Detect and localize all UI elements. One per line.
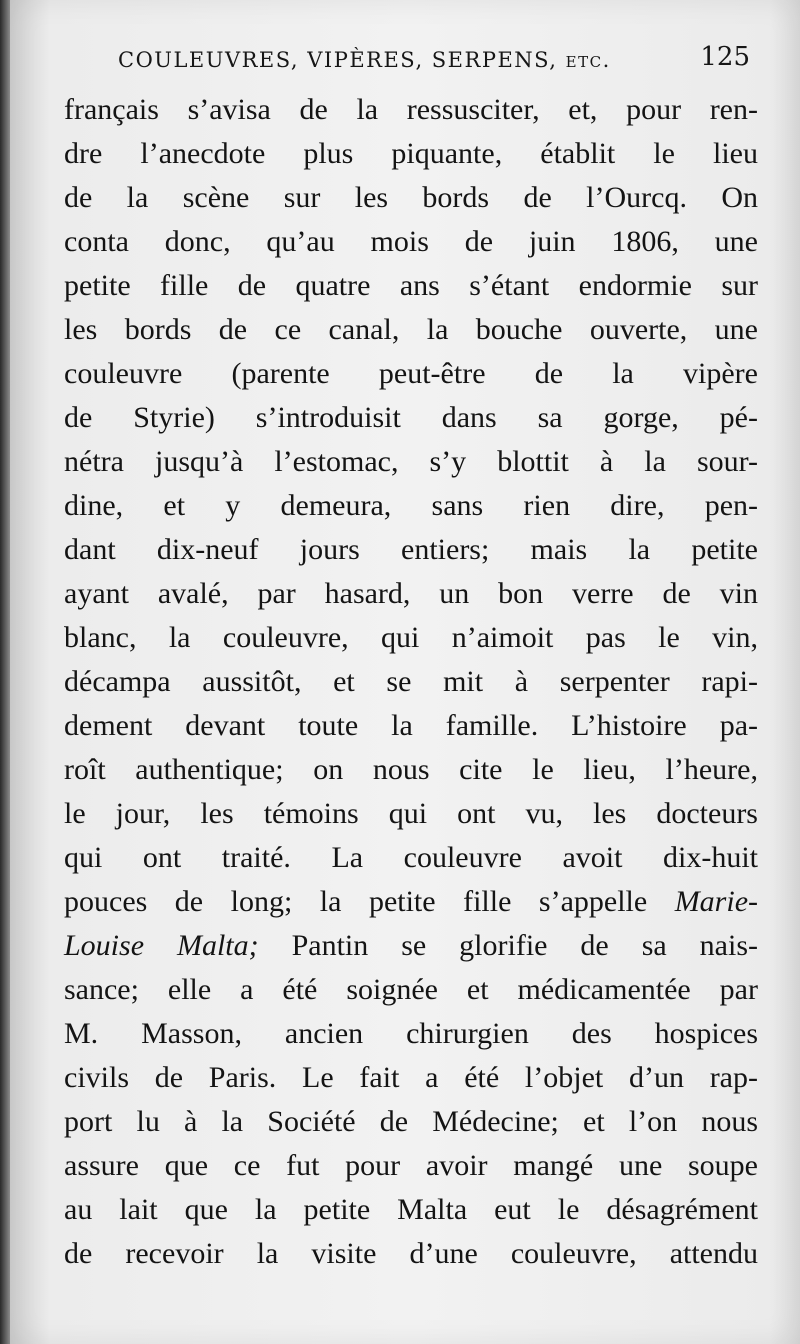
text-line: dre l’anecdote plus piquante, établit le lieu: [64, 137, 758, 170]
text-line: dement devant toute la famille. L’histoire pa-: [64, 709, 758, 742]
text-line: sance; elle a été soignée et médicamentée par: [64, 973, 758, 1006]
text-line: au lait que la petite Malta eut le désagrément: [64, 1193, 758, 1226]
text-line: qui ont traité. La couleuvre avoit dix-huit: [64, 841, 758, 874]
text-line: ayant avalé, par hasard, un bon verre de vin: [64, 577, 758, 610]
text-line: port lu à la Société de Médecine; et l’on nous: [64, 1105, 758, 1138]
italic-name: Louise Malta;: [64, 929, 259, 962]
text-line: civils de Paris. Le fait a été l’objet d’un rap-: [64, 1061, 758, 1094]
text-line: M. Masson, ancien chirurgien des hospices: [64, 1017, 758, 1050]
text-line: [64, 924, 758, 968]
text-line: blanc, la couleuvre, qui n’aimoit pas le vin,: [64, 621, 758, 654]
text-line: de recevoir la visite d’une couleuvre, attendu: [64, 1237, 758, 1270]
text-line: de Styrie) s’introduisit dans sa gorge, pé-: [64, 401, 758, 434]
text-line: roît authentique; on nous cite le lieu, l’heure,: [64, 753, 758, 786]
running-head: COULEUVRES, VIPÈRES, SERPENS, etc.: [118, 48, 611, 72]
text-run: pouces de long; la petite fille s’appelle: [64, 885, 675, 918]
body-text: [64, 88, 758, 1276]
text-line: conta donc, qu’au mois de juin 1806, une: [64, 225, 758, 258]
text-line: couleuvre (parente peut-être de la vipère: [64, 357, 758, 390]
page-header: [118, 42, 750, 78]
italic-name: Marie-: [674, 885, 758, 918]
text-line: assure que ce fut pour avoir mangé une soupe: [64, 1149, 758, 1182]
text-line: dant dix-neuf jours entiers; mais la petite: [64, 533, 758, 566]
text-line: français s’avisa de la ressusciter, et, pour ren-: [64, 93, 758, 126]
text-run: Pantin se glorifie de sa nais-: [258, 929, 758, 962]
page-edge: [0, 0, 10, 1344]
text-line: décampa aussitôt, et se mit à serpenter rapi-: [64, 665, 758, 698]
text-line: de la scène sur les bords de l’Ourcq. On: [64, 181, 758, 214]
page-number: 125: [700, 42, 750, 72]
text-line: le jour, les témoins qui ont vu, les docteurs: [64, 797, 758, 830]
text-line: dine, et y demeura, sans rien dire, pen-: [64, 489, 758, 522]
text-line: [64, 880, 758, 924]
text-line: nétra jusqu’à l’estomac, s’y blottit à la sour-: [64, 445, 758, 478]
text-line: petite fille de quatre ans s’étant endormie sur: [64, 269, 758, 302]
book-page: [10, 0, 800, 1344]
text-line: les bords de ce canal, la bouche ouverte, une: [64, 313, 758, 346]
